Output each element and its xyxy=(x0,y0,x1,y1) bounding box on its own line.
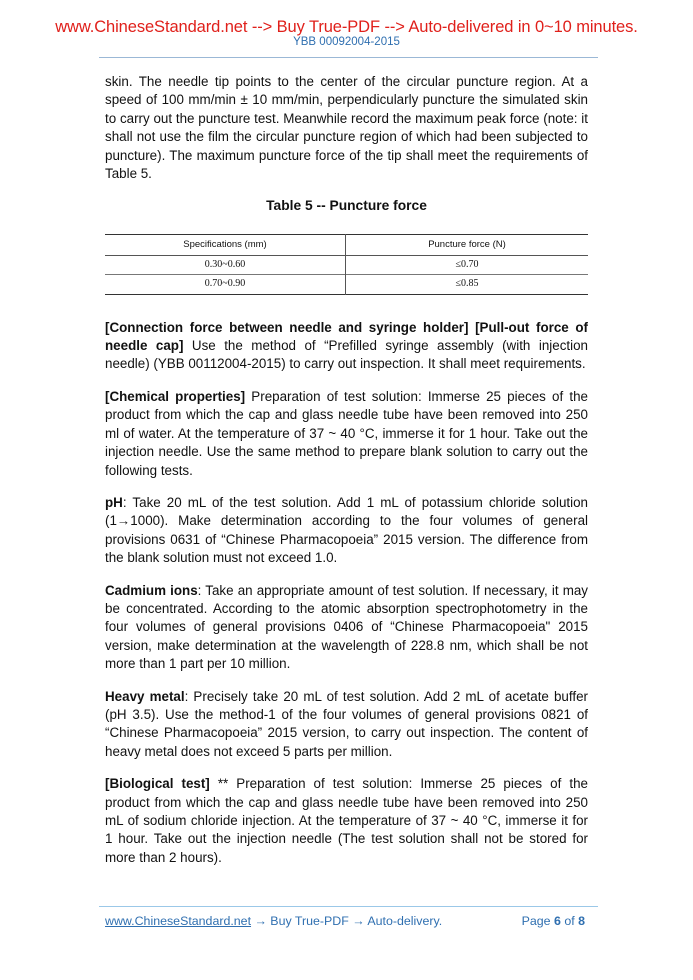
section-text: ** Preparation of test solution: Immerse 25 pieces of the product from which the cap and glass needle tube have been removed into 250 mL of sodium chloride injection. At the temperature of 37 ~ 40 °C, immerse it for 1 hour. Take out the injection needle (The test solution shall not be stored for more than 2 hours). xyxy=(105,776,588,865)
document-id: YBB 00092004-2015 xyxy=(293,36,400,48)
total-pages-number: 8 xyxy=(578,914,585,928)
table-cell-spec: 0.70~0.90 xyxy=(105,275,346,294)
section-text: : Precisely take 20 mL of test solution. Add 2 mL of acetate buffer (pH 3.5). Use the method-1 of the four volumes of general provisions 0821 of “Chinese Pharmacopoeia” 2015 version, to carry out inspection. The content of heavy metal does not exceed 5 parts per million. xyxy=(105,688,588,759)
page-indicator xyxy=(522,914,585,928)
section-heading: pH xyxy=(105,494,123,510)
section-cadmium-ions xyxy=(105,582,588,674)
section-text: Use the method of “Prefilled syringe assembly (with injection needle) (YBB 00112004-2015) to carry out inspection. It shall meet requirements. xyxy=(105,338,588,372)
table-cell-spec: 0.30~0.60 xyxy=(105,255,346,274)
page-content xyxy=(105,73,588,881)
section-ph xyxy=(105,494,588,568)
page-of-label: of xyxy=(560,914,579,928)
column-header-specifications: Specifications (mm) xyxy=(105,234,346,255)
page-label: Page xyxy=(521,914,554,928)
section-text: Preparation of test solution: Immerse 25 pieces of the product from which the cap and glass needle tube have been removed into 250 ml of water. At the temperature of 37 ~ 40 °C, immerse it for 1 hour. Take out the injection needle. Use the same method to prepare blank solution to carry out the following tests. xyxy=(105,388,588,478)
table-cell-force: ≤0.85 xyxy=(455,278,479,290)
table-row xyxy=(105,255,588,274)
section-text: : Take 20 mL of the test solution. Add 1 mL of potassium chloride solution (1→1000). Make determination according to the four volumes of general provisions 0631 of “Chinese Pharmacopoeia” 2015 version. The difference from the blank solution must not exceed 1.0. xyxy=(105,494,588,566)
footer-trail-text: → Buy True-PDF → Auto-delivery. xyxy=(251,914,443,928)
section-connection-force xyxy=(105,319,588,374)
section-heading: [Connection force between needle and syringe holder] [Pull-out force of needle cap] xyxy=(105,319,588,354)
footer-divider xyxy=(99,906,598,907)
table-cell-force: ≤0.70 xyxy=(455,258,479,270)
section-heading: Cadmium ions xyxy=(105,582,198,598)
section-heading: [Biological test] xyxy=(105,776,210,792)
section-heading: Heavy metal xyxy=(105,688,185,704)
intro-paragraph: skin. The needle tip points to the center of the circular puncture region. At a speed of 100 mm/min ± 10 mm/min, perpendicularly puncture the simulated skin to carry out the puncture test. Meanwhile record the maximum peak force (note: it shall not use the film the circular puncture region of which had been subjected to puncture). The maximum puncture force of the tip shall meet the requirements of Table 5. xyxy=(105,74,588,182)
section-heavy-metal xyxy=(105,688,588,762)
column-header-puncture-force: Puncture force (N) xyxy=(428,238,506,250)
page-footer xyxy=(105,914,585,928)
footer-site-link[interactable]: www.ChineseStandard.net xyxy=(105,914,252,928)
table-header-row xyxy=(105,234,588,255)
section-biological-test xyxy=(105,775,588,867)
section-chemical-properties xyxy=(105,388,588,480)
puncture-force-table xyxy=(105,234,588,295)
table-title: Table 5 -- Puncture force xyxy=(266,198,427,214)
section-heading: [Chemical properties] xyxy=(105,388,246,404)
table-row xyxy=(105,275,588,294)
header-banner-link[interactable]: www.ChineseStandard.net --> Buy True-PDF --> Auto-delivered in 0~10 minutes. xyxy=(55,18,638,36)
header-divider xyxy=(99,57,598,58)
current-page-number: 6 xyxy=(553,914,561,928)
section-text: : Take an appropriate amount of test solution. If necessary, it may be concentrated. According to the atomic absorption spectrophotometry in the four volumes of general provisions 0406 of “Chinese Pharmacopoeia" 2015 version, make determination at the wavelength of 228.8 nm, which shall be not more than 1 part per 10 million. xyxy=(105,582,588,672)
